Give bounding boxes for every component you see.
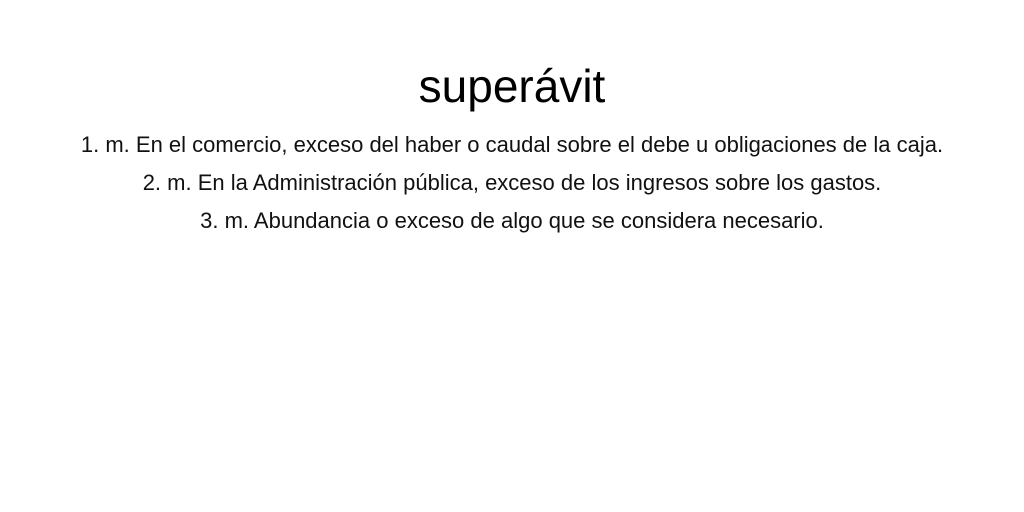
definition-item: 2. m. En la Administración pública, exceso de los ingresos sobre los gastos. (142, 170, 882, 195)
definition-item: 3. m. Abundancia o exceso de algo que se considera necesario. (200, 208, 824, 233)
definition-list (52, 126, 972, 240)
entry-term: superávit (418, 60, 606, 112)
definition-item: 1. m. En el comercio, exceso del haber o caudal sobre el debe u obligaciones de la caja. (80, 132, 944, 157)
